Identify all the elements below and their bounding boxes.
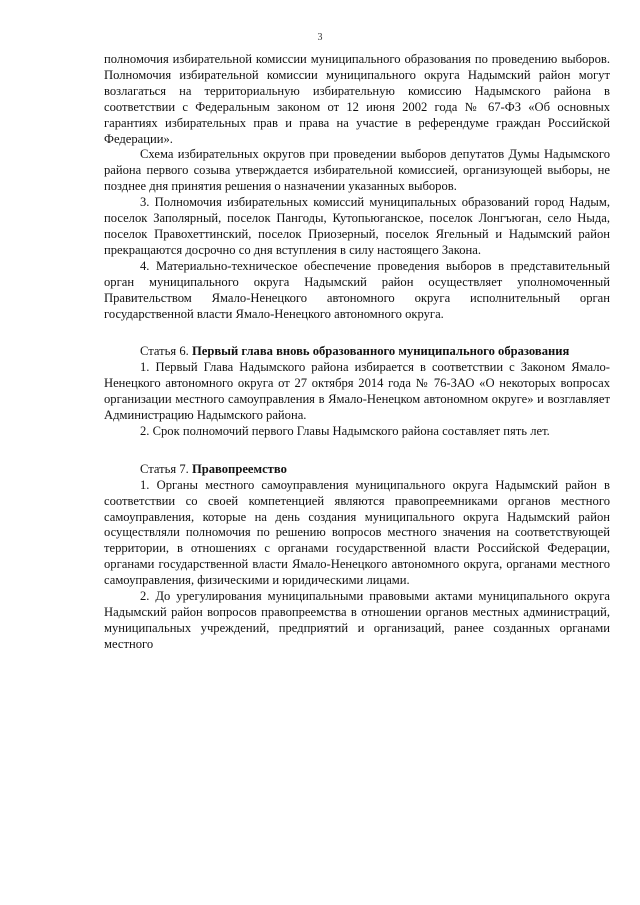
paragraph: 1. Органы местного самоуправления муниципального округа Надымский район в соответствии со своей компетенцией являются правопреемниками органов местного самоуправления, которые на день создания муниципального округа Надымский район осуществляли полномочия по решению вопросов местного значения на соответствующей территории, в отношениях с органами государственной власти Российской Федерации, органами государственной власти Ямало-Ненецкого автономного округа, органами местного самоуправления, физическими и юридическими лицами.	[104, 477, 610, 588]
paragraph: 4. Материально-техническое обеспечение проведения выборов в представительный орган муниципального округа Надымский район осуществляет уполномоченный Правительством Ямало-Ненецкого автономного округа исполнительный орган государственной власти Ямало-Ненецкого автономного округа.	[104, 258, 610, 321]
page-number: 3	[317, 32, 323, 43]
paragraph: 2. До урегулирования муниципальными правовыми актами муниципального округа Надымский район вопросов правопреемства в отношении органов местных администраций, муниципальных учреждений, предприятий и организаций, ранее созданных органами местного	[104, 589, 610, 651]
article-7-label: Статья 7.	[140, 461, 189, 476]
article-7-title: Правопреемство	[191, 461, 287, 476]
article-6-title: Первый глава вновь образованного муниципального образования	[191, 344, 570, 359]
article-6-heading	[104, 344, 610, 360]
document-body	[104, 52, 610, 653]
article-7-heading	[104, 462, 610, 478]
paragraph: 1. Первый Глава Надымского района избирается в соответствии с Законом Ямало-Ненецкого автономного округа от 27 октября 2014 года № 76-ЗАО «О некоторых вопросах организации местного самоуправления в Ямало-Ненецком автономном округе» и возглавляет Администрацию Надымского района.	[104, 360, 610, 423]
paragraph: 2. Срок полномочий первого Главы Надымского района составляет пять лет.	[140, 423, 550, 438]
paragraph: полномочия избирательной комиссии муниципального образования по проведению выборов. Полномочия избирательной комиссии муниципального округа Надымский район могут возлагаться на территориальную избирательную комиссию Надымского района в соответствии с Федеральным законом от 12 июня 2002 года № 67-ФЗ «Об основных гарантиях избирательных прав и права на участие в референдуме граждан Российской Федерации».	[104, 52, 610, 146]
paragraph: 3. Полномочия избирательных комиссий муниципальных образований город Надым, поселок Заполярный, поселок Пангоды, Кутопьюганское, поселок Лонгъюган, село Ныда, поселок Правохеттинский, поселок Приозерный, поселок Ягельный и Надымский район прекращаются досрочно со дня вступления в силу настоящего Закона.	[104, 195, 610, 257]
paragraph: Схема избирательных округов при проведении выборов депутатов Думы Надымского района первого созыва утверждается избирательной комиссией, организующей выборы, не позднее дня принятия решения о назначении указанных выборов.	[104, 147, 610, 194]
article-6-label: Статья 6.	[140, 344, 189, 359]
